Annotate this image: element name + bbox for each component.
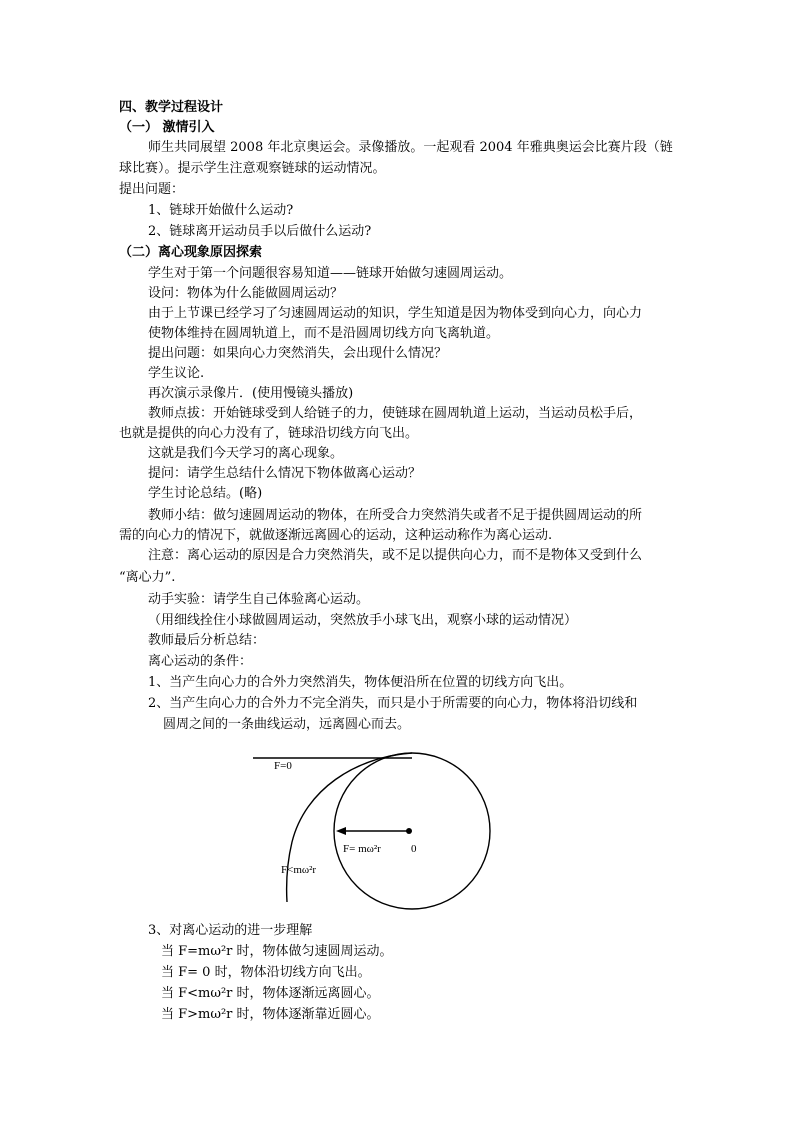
section1-paragraph-line2: 球比赛）。提示学生注意观察链球的运动情况。 — [119, 161, 386, 176]
understanding-line-4: 当 F>mω²r 时，物体逐渐靠近圆心。 — [161, 1007, 380, 1022]
condition-1: 1、当产生向心力的合外力突然消失，物体便沿所在位置的切线方向飞出。 — [148, 675, 573, 690]
paragraph-10: 学生讨论总结。(略) — [148, 486, 263, 501]
section1-paragraph-line1: 师生共同展望 2008 年北京奥运会。录像播放。一起观看 2004 年雅典奥运会比赛片段（链 — [148, 140, 673, 155]
paragraph-7-line1: 教师点拔：开始链球受到人给链子的力，使链球在圆周轨道上运动，当运动员松手后， — [148, 406, 643, 421]
section1-title: （一） 激情引入 — [119, 120, 215, 135]
label-f0: F=0 — [274, 760, 292, 772]
understanding-line-3: 当 F<mω²r 时，物体逐渐远离圆心。 — [161, 986, 380, 1001]
escape-curve — [287, 753, 412, 902]
label-curve-force: F<mω²r — [281, 864, 317, 876]
center-point — [406, 828, 412, 834]
paragraph-2: 设问：物体为什么能做圆周运动？ — [148, 286, 344, 301]
paragraph-15: 教师最后分析总结： — [148, 633, 266, 648]
paragraph-3-line1: 由于上节课已经学习了匀速圆周运动的知识，学生知道是因为物体受到向心力，向心力 — [148, 306, 643, 321]
paragraph-11-line1: 教师小结：做匀速圆周运动的物体，在所受合力突然消失或者不足于提供圆周运动的所 — [148, 508, 643, 523]
paragraph-7-line2: 也就是提供的向心力没有了，链球沿切线方向飞出。 — [119, 426, 419, 441]
question-2: 2、链球离开运动员手以后做什么运动? — [148, 224, 372, 239]
paragraph-14: （用细线拴住小球做圆周运动，突然放手小球飞出，观察小球的运动情况） — [148, 613, 578, 628]
question-1: 1、链球开始做什么运动? — [148, 203, 294, 218]
paragraph-16: 离心运动的条件： — [148, 654, 253, 669]
understanding-line-2: 当 F= 0 时，物体沿切线方向飞出。 — [161, 965, 371, 980]
section2-title: （二）离心现象原因探索 — [119, 245, 263, 260]
condition-2-line1: 2、当产生向心力的合外力不完全消失，而只是小于所需要的向心力，物体将沿切线和 — [148, 696, 638, 711]
paragraph-6: 再次演示录像片．(使用慢镜头播放) — [148, 386, 354, 401]
questions-label: 提出问题： — [119, 182, 185, 197]
label-center: 0 — [411, 843, 417, 855]
paragraph-9: 提问：请学生总结什么情况下物体做离心运动？ — [148, 466, 422, 481]
paragraph-4: 提出问题：如果向心力突然消失，会出现什么情况？ — [148, 346, 448, 361]
condition-2-line2: 圆周之间的一条曲线运动，远离圆心而去。 — [163, 717, 411, 732]
paragraph-12-line2: “离心力”. — [119, 570, 176, 585]
paragraph-8: 这就是我们今天学习的离心现象。 — [148, 446, 344, 461]
section-heading: 四、教学过程设计 — [119, 100, 224, 115]
paragraph-12-line1: 注意：离心运动的原因是合力突然消失，或不足以提供向心力，而不是物体又受到什么 — [148, 548, 643, 563]
understanding-line-1: 当 F=mω²r 时，物体做匀速圆周运动。 — [161, 944, 393, 959]
section3-title: 3、对离心运动的进一步理解 — [148, 923, 313, 938]
paragraph-11-line2: 需的向心力的情况下，就做逐渐远离圆心的运动，这种运动称作为离心运动. — [119, 528, 553, 543]
label-center-force: F= mω²r — [343, 843, 381, 855]
paragraph-3-line2: 使物体维持在圆周轨道上，而不是沿圆周切线方向飞离轨道。 — [148, 326, 500, 341]
paragraph-1: 学生对于第一个问题很容易知道——链球开始做匀速圆周运动。 — [148, 266, 513, 281]
paragraph-5: 学生议论. — [148, 366, 205, 381]
arrow-head-icon — [336, 827, 346, 835]
paragraph-13: 动手实验：请学生自己体验离心运动。 — [148, 592, 370, 607]
